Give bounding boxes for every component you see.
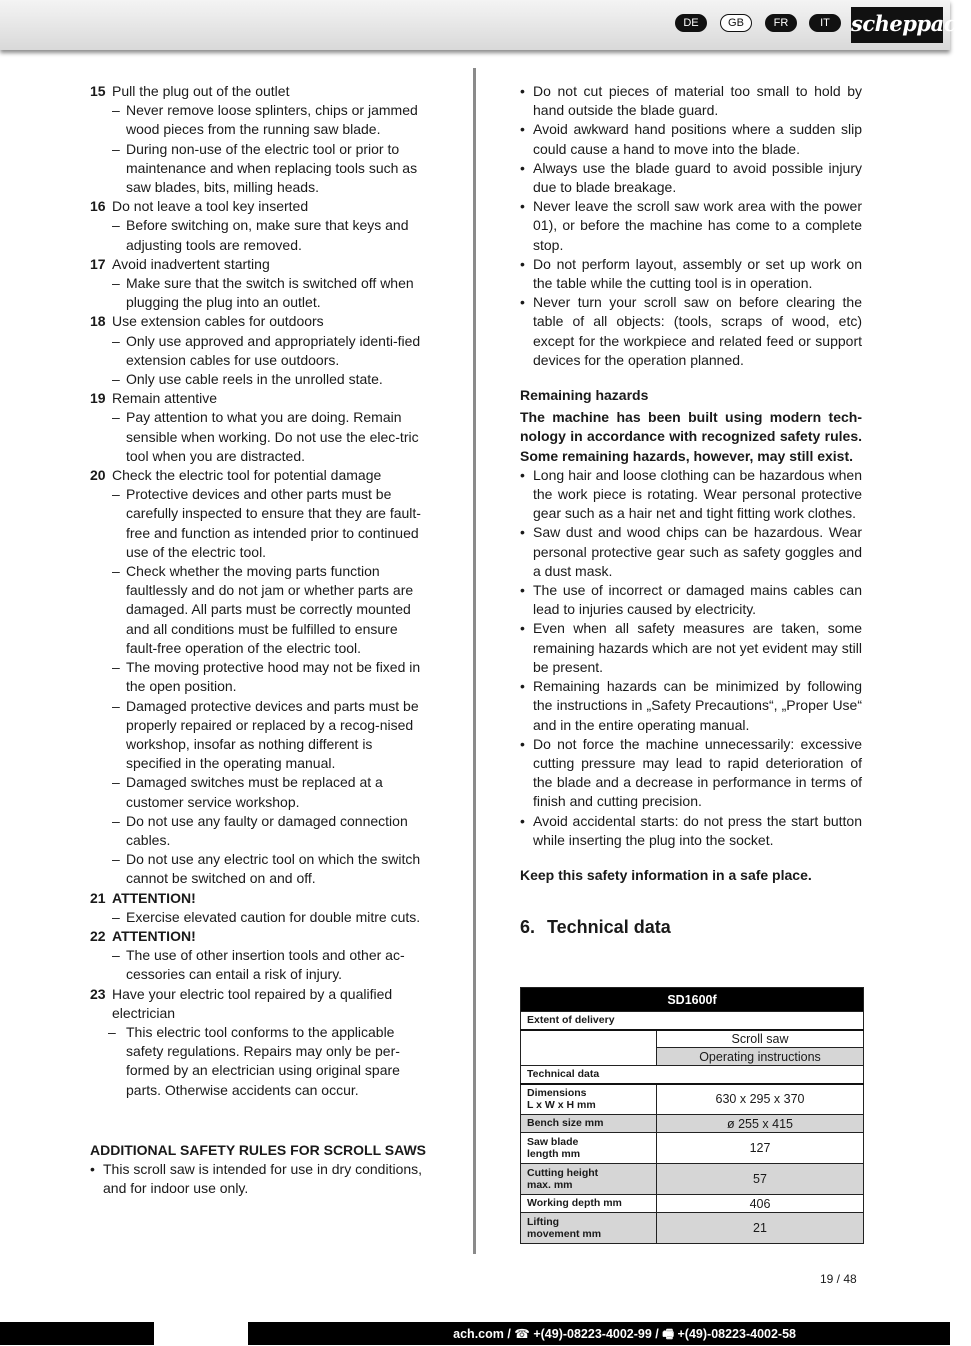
- sub-item-text: The use of other insertion tools and other ac-cessories can entail a risk of injury.: [126, 947, 405, 983]
- bullet-item: [520, 523, 862, 581]
- dash-marker: –: [108, 1023, 116, 1040]
- sub-item: [90, 562, 430, 658]
- sub-item-text: Exercise elevated caution for double mitre cuts.: [126, 908, 421, 925]
- bullet-marker: •: [520, 294, 525, 311]
- row-label: [521, 1115, 657, 1133]
- bullet-text: Avoid awkward hand positions where a sudden slip could cause a hand to move into the blade.: [533, 121, 862, 157]
- table-section-technical: Technical data: [521, 1066, 864, 1084]
- numbered-item: [90, 466, 430, 485]
- bullet-text: Saw dust and wood chips can be hazardous. Wear personal protective gear such as safety goggles and a dust mask.: [533, 524, 862, 579]
- row-label-line: Dimensions: [527, 1086, 587, 1099]
- numbered-item: [90, 197, 430, 216]
- sub-item-text: Damaged switches must be replaced at a customer service workshop.: [126, 774, 383, 810]
- row-value: 406: [657, 1195, 864, 1213]
- dash-marker: –: [112, 947, 120, 964]
- row-label: [521, 1195, 657, 1213]
- bullet-marker: •: [520, 121, 525, 138]
- bullet-item: [520, 677, 862, 735]
- sub-item: [90, 370, 430, 389]
- sub-item-text: This electric tool conforms to the applicable safety regulations. Repairs may only be per-formed by an electrician using original spare parts. Otherwise accidents can occur.: [126, 1023, 400, 1098]
- bullet-marker: •: [520, 255, 525, 272]
- bullet-text: Do not perform layout, assembly or set up work on the table while the cutting tool is in operation.: [533, 255, 862, 292]
- table-row: [521, 1133, 864, 1164]
- sub-item: [90, 946, 430, 984]
- sub-item: [90, 332, 430, 370]
- bullet-item: [520, 255, 862, 293]
- table-row: [521, 1164, 864, 1195]
- bullet-marker: •: [520, 466, 525, 483]
- lang-fr-button[interactable]: FR: [765, 14, 797, 32]
- dash-marker: –: [112, 659, 120, 676]
- sub-item: [90, 274, 430, 312]
- sub-item-text: Make sure that the switch is switched off when plugging the plug into an outlet.: [126, 275, 414, 311]
- bullet-text: Always use the blade guard to avoid possible injury due to blade breakage.: [533, 159, 862, 196]
- bullet-marker: •: [520, 83, 525, 99]
- item-title: Pull the plug out of the outlet: [112, 83, 290, 99]
- item-number: 17: [90, 255, 106, 272]
- sub-item-text: Check whether the moving parts function faultlessly and do not jam or whether parts are damaged. All parts must be correctly mounted and all conditions must be fulfilled to ensure fault-free operation of the electric tool.: [126, 563, 414, 656]
- numbered-item: [90, 985, 430, 1023]
- row-value: 630 x 295 x 370: [657, 1084, 864, 1115]
- row-label-line: length mm: [527, 1148, 581, 1160]
- page-number: 19 / 48: [820, 1272, 857, 1286]
- item-number: 16: [90, 198, 106, 215]
- lang-gb-button[interactable]: GB: [720, 14, 752, 32]
- bullet-text: Do not force the machine unnecessarily: excessive cutting pressure may lead to rapid deterioration of the blade and a decrease in performance in terms of finish and cutting precision.: [533, 735, 862, 810]
- bullet-item: [520, 581, 862, 619]
- bullet-marker: •: [520, 735, 525, 752]
- sub-item-text: Before switching on, make sure that keys and adjusting tools are removed.: [126, 217, 409, 253]
- table-row: [521, 1084, 864, 1115]
- sub-item-text: The moving protective hood may not be fixed in the open position.: [126, 659, 421, 695]
- remaining-hazards-intro: The machine has been built using modern tech-nology in accordance with recognized safety rules. Some remaining hazards, however, may still exist.: [520, 409, 862, 464]
- row-label-line: Working depth mm: [527, 1197, 622, 1210]
- item-number: 18: [90, 313, 106, 330]
- sub-item-text: Do not use any electric tool on which the switch cannot be switched on and off.: [126, 851, 421, 887]
- sub-item-text: Only use cable reels in the unrolled state.: [126, 371, 383, 388]
- footer-contact: ach.com / ☎ +(49)-08223-4002-99 / 🖷 +(49)-08223-4002-58: [453, 1327, 796, 1341]
- dash-marker: –: [112, 486, 120, 503]
- sub-item: [90, 408, 430, 466]
- sub-item: [90, 1023, 430, 1100]
- bullet-item: [520, 197, 862, 255]
- dash-marker: –: [112, 851, 120, 868]
- item-number: 21: [90, 889, 106, 906]
- bullet-marker: •: [520, 524, 525, 541]
- table-row: [521, 1195, 864, 1213]
- item-title: ATTENTION!: [112, 927, 196, 944]
- numbered-item: [90, 927, 430, 946]
- row-label: [521, 1164, 657, 1195]
- lang-de-button[interactable]: DE: [675, 14, 707, 32]
- sub-item: [90, 812, 430, 850]
- dash-marker: –: [112, 217, 120, 234]
- bullet-text: Never turn your scroll saw on before clearing the table of all objects: (tools, scraps of wood, etc) except for the workpiece and related feed or support devices for the operation planned.: [533, 294, 862, 368]
- numbered-item: [90, 255, 430, 274]
- keep-safety-note: Keep this safety information in a safe place.: [520, 866, 812, 883]
- sub-item: [90, 216, 430, 254]
- numbered-item: [90, 389, 430, 408]
- sub-item: [90, 850, 430, 888]
- row-value: ø 255 x 415: [657, 1115, 864, 1133]
- bullet-item: [520, 619, 862, 677]
- row-label: [521, 1213, 657, 1244]
- table-model-header: SD1600f: [521, 988, 864, 1012]
- bullet-marker: •: [520, 812, 525, 829]
- row-value: 21: [657, 1213, 864, 1244]
- dash-marker: –: [112, 140, 120, 157]
- dash-marker: –: [112, 563, 120, 580]
- bullet-text: Remaining hazards can be minimized by following the instructions in „Safety Precautions“, „Proper Use“ and in the entire operating manual.: [533, 678, 862, 733]
- right-column: [520, 82, 862, 938]
- bullet-item: [520, 466, 862, 524]
- numbered-item: [90, 889, 430, 908]
- bullet-item: [520, 735, 862, 812]
- item-title: Check the electric tool for potential damage: [112, 467, 382, 484]
- dash-marker: –: [112, 371, 120, 388]
- section-title: [520, 916, 862, 938]
- dash-marker: –: [112, 697, 120, 714]
- bullet-text: Never leave the scroll saw work area with the power 01), or before the machine has come to a complete stop.: [533, 198, 862, 253]
- numbered-item: [90, 82, 430, 101]
- row-label-line: Saw blade: [527, 1135, 579, 1148]
- item-number: 22: [90, 927, 106, 944]
- bullet-marker: •: [520, 159, 525, 176]
- sub-item: [90, 658, 430, 696]
- bullet-marker: •: [520, 198, 525, 215]
- sub-item-text: Do not use any faulty or damaged connection cables.: [126, 812, 408, 848]
- item-title: Avoid inadvertent starting: [112, 255, 270, 272]
- left-column: [90, 82, 430, 1198]
- item-number: 19: [90, 390, 106, 407]
- bullet-text: Even when all safety measures are taken, some remaining hazards which are not yet evident may still be present.: [533, 620, 862, 675]
- sub-item: [90, 101, 430, 139]
- page-footer: [0, 1322, 950, 1345]
- bullet-item: [520, 293, 862, 370]
- item-title: Use extension cables for outdoors: [112, 313, 324, 330]
- sub-item-text: Damaged protective devices and parts must be properly repaired or replaced by a recog-nised workshop, insofar as nothing different is specified in the operating manual.: [126, 697, 419, 772]
- table-row: [521, 1213, 864, 1244]
- item-title: Do not leave a tool key inserted: [112, 198, 309, 215]
- sub-item-text: Only use approved and appropriately identi-fied extension cables for use outdoors.: [126, 332, 421, 368]
- sub-item-text: During non-use of the electric tool or prior to maintenance and when replacing tools such as saw blades, bits, milling heads.: [126, 140, 418, 196]
- section-number: 6.: [520, 917, 536, 938]
- dash-marker: –: [112, 332, 120, 349]
- row-label: [521, 1084, 657, 1115]
- bullet-item: [520, 812, 862, 850]
- dash-marker: –: [112, 774, 120, 791]
- item-number: 20: [90, 467, 106, 484]
- technical-data-table: [520, 987, 864, 1244]
- sub-item-text: Protective devices and other parts must be carefully inspected to ensure that they are fault-free and function as intended prior to continued use of the electric tool.: [126, 486, 421, 560]
- column-divider: [473, 68, 476, 1254]
- sub-item-text: Pay attention to what you are doing. Remain sensible when working. Do not use the elec-tric tool when you are distracted.: [126, 409, 419, 464]
- remaining-hazards-heading: Remaining hazards: [520, 387, 649, 404]
- additional-rules-heading: ADDITIONAL SAFETY RULES FOR SCROLL SAWS: [90, 1141, 427, 1158]
- row-label-line: movement mm: [527, 1228, 602, 1240]
- row-label-line: L x W x H mm: [527, 1099, 596, 1112]
- bullet-text: Avoid accidental starts: do not press the start button while inserting the plug into the socket.: [533, 812, 862, 848]
- table-empty-cell: [521, 1030, 657, 1066]
- bullet-item: [90, 1160, 430, 1198]
- row-label-line: Bench size mm: [527, 1117, 604, 1130]
- bullet-marker: •: [90, 1160, 95, 1177]
- bullet-item: [520, 159, 862, 197]
- page-header: [0, 0, 971, 50]
- sub-item-text: Never remove loose splinters, chips or jammed wood pieces from the running saw blade.: [126, 102, 418, 138]
- lang-it-button[interactable]: IT: [809, 14, 841, 32]
- bullet-text: This scroll saw is intended for use in dry conditions, and for indoor use only.: [103, 1160, 423, 1197]
- dash-marker: –: [112, 812, 120, 829]
- bullet-text: Long hair and loose clothing can be hazardous when the work piece is rotating. Wear personal protective gear such as a hair net and tight fitting work clothes.: [533, 466, 862, 522]
- delivery-item: Scroll saw: [657, 1030, 864, 1048]
- table-row: [521, 1115, 864, 1133]
- sub-item: [90, 697, 430, 774]
- bullet-text: The use of incorrect or damaged mains cables can lead to injuries caused by electricity.: [533, 582, 862, 618]
- sub-item: [90, 908, 430, 927]
- bullet-item: [520, 120, 862, 158]
- dash-marker: –: [112, 409, 120, 426]
- numbered-item: [90, 312, 430, 331]
- dash-marker: –: [112, 908, 120, 925]
- item-title: Have your electric tool repaired by a qualified electrician: [112, 985, 393, 1021]
- sub-item: [90, 485, 430, 562]
- item-title: Remain attentive: [112, 390, 218, 407]
- bullet-marker: •: [520, 582, 525, 599]
- bullet-marker: •: [520, 678, 525, 695]
- item-title: ATTENTION!: [112, 889, 196, 906]
- row-label-line: Lifting: [527, 1215, 560, 1228]
- delivery-item: Operating instructions: [657, 1048, 864, 1066]
- row-label-line: max. mm: [527, 1179, 573, 1191]
- item-number: 23: [90, 985, 106, 1002]
- dash-marker: –: [112, 275, 120, 292]
- footer-gap: [154, 1322, 248, 1345]
- item-number: 15: [90, 83, 106, 99]
- section-title-text: Technical data: [547, 917, 671, 938]
- row-label-line: Cutting height: [527, 1166, 599, 1179]
- bullet-marker: •: [520, 620, 525, 637]
- brand-logo: scheppach: [851, 7, 943, 43]
- dash-marker: –: [112, 102, 120, 119]
- sub-item: [90, 140, 430, 198]
- row-value: 57: [657, 1164, 864, 1195]
- bullet-item: [520, 82, 862, 120]
- bullet-text: Do not cut pieces of material too small to hold by hand outside the blade guard.: [533, 83, 862, 119]
- sub-item: [90, 773, 430, 811]
- row-value: 127: [657, 1133, 864, 1164]
- row-label: [521, 1133, 657, 1164]
- table-section-extent: Extent of delivery: [521, 1012, 864, 1030]
